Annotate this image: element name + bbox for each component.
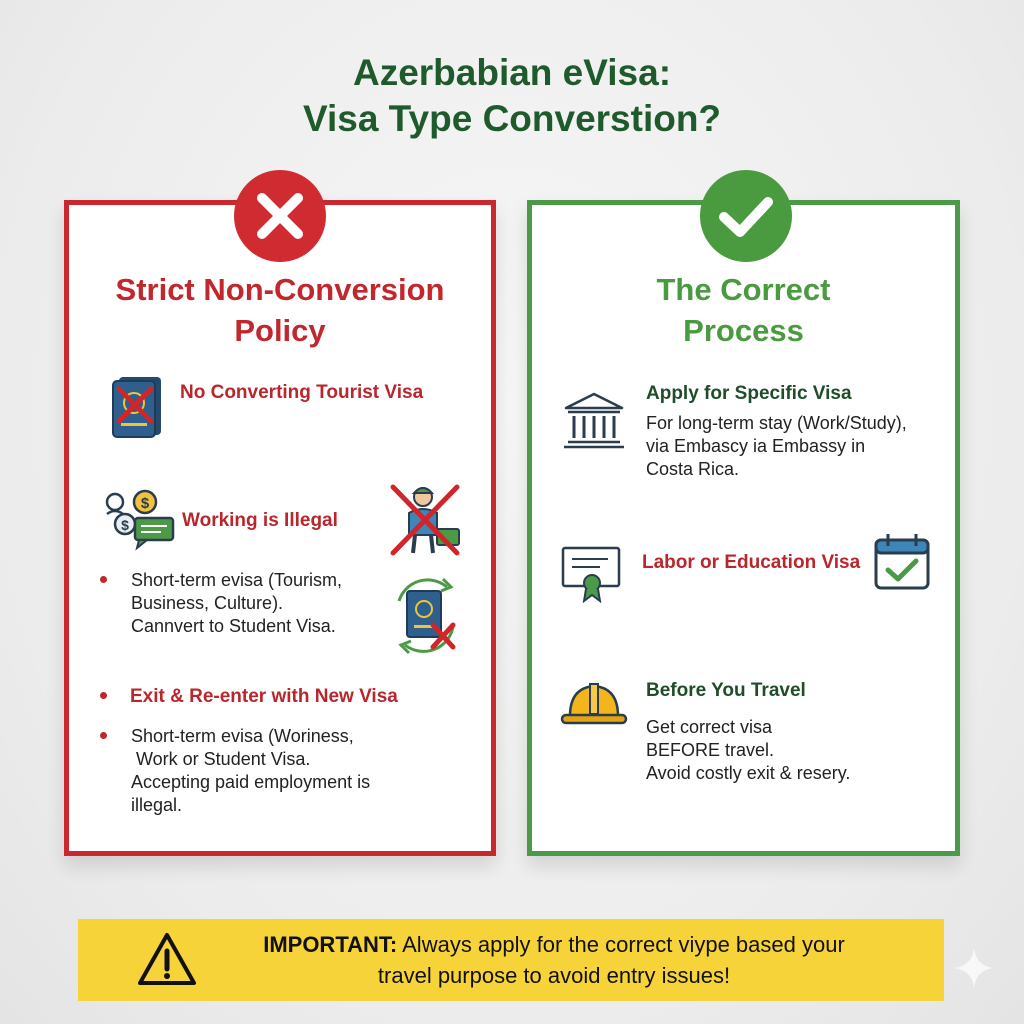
item1-line-3: Costa Rica. [646,459,740,479]
hard-hat-icon [560,680,628,728]
apply-specific-visa-label: Apply for Specific Visa [646,383,852,404]
correct-process-heading [532,269,955,351]
sparkle-icon [952,946,996,990]
svg-text:$: $ [140,495,150,512]
bullet1-line-3: Cannvert to Student Visa. [131,616,336,636]
bullet3-line-3: Accepting paid employment is [131,772,371,792]
crossed-passport-icon [109,375,165,439]
heading-line-2: Process [683,313,804,348]
bullet-dot-2 [100,692,107,699]
short-term-tourism-text [131,569,391,638]
embassy-building-icon [562,390,626,450]
check-mark-icon [700,170,792,262]
item3-line-2: BEFORE travel. [646,740,775,760]
no-converting-label: No Converting Tourist Visa [180,382,424,403]
passport-conversion-icon [381,571,471,661]
bullet-dot-3 [100,732,107,739]
correct-process-panel [527,200,960,856]
item1-line-1: For long-term stay (Work/Study), [646,413,907,433]
bullet-dot-1 [100,576,107,583]
working-illegal-label: Working is Illegal [182,510,338,531]
before-travel-label: Before You Travel [646,680,806,701]
bullet3-line-1: Short-term evisa (Woriness, [131,726,354,746]
exit-reenter-label: Exit & Re-enter with New Visa [130,686,398,707]
x-mark-icon [234,170,326,262]
certificate-icon [560,545,624,603]
bullet3-line-4: illegal. [131,795,183,815]
bullet1-line-2: Business, Culture). [131,593,284,613]
title-line-1: Azerbabian eVisa: [352,52,672,93]
non-conversion-panel [64,200,496,856]
item1-line-2: via Embascy ia Embassy in [646,436,866,456]
calendar-check-icon [872,532,932,592]
heading-line-1: Strict Non-Conversion [115,272,445,307]
bullet1-line-1: Short-term evisa (Tourism, [131,570,343,590]
banner-line-2: travel purpose to avoid entry issues! [377,963,731,988]
apply-specific-visa-text [646,412,956,481]
crossed-worker-icon [389,483,463,557]
x-mark-badge [234,170,326,262]
warning-triangle-icon [136,931,198,987]
before-travel-text [646,716,946,785]
page-title [0,50,1024,142]
bullet3-line-2: Work or Student Visa. [131,749,311,769]
short-term-work-text [131,725,451,817]
money-chat-icon [103,488,177,552]
item3-line-3: Avoid costly exit & resery. [646,763,851,783]
banner-line-1: Always apply for the correct viype based your [397,932,845,957]
important-strong: IMPORTANT: [263,932,398,957]
svg-text:$: $ [121,517,129,533]
important-banner [78,919,944,1001]
heading-line-2: Policy [234,313,326,348]
important-message [204,929,904,991]
check-mark-badge [700,170,792,262]
heading-line-1: The Correct [656,272,831,307]
labor-education-label: Labor or Education Visa [642,552,861,573]
non-conversion-heading [69,269,491,351]
item3-line-1: Get correct visa [646,717,773,737]
title-line-2: Visa Type Converstion? [302,98,722,139]
